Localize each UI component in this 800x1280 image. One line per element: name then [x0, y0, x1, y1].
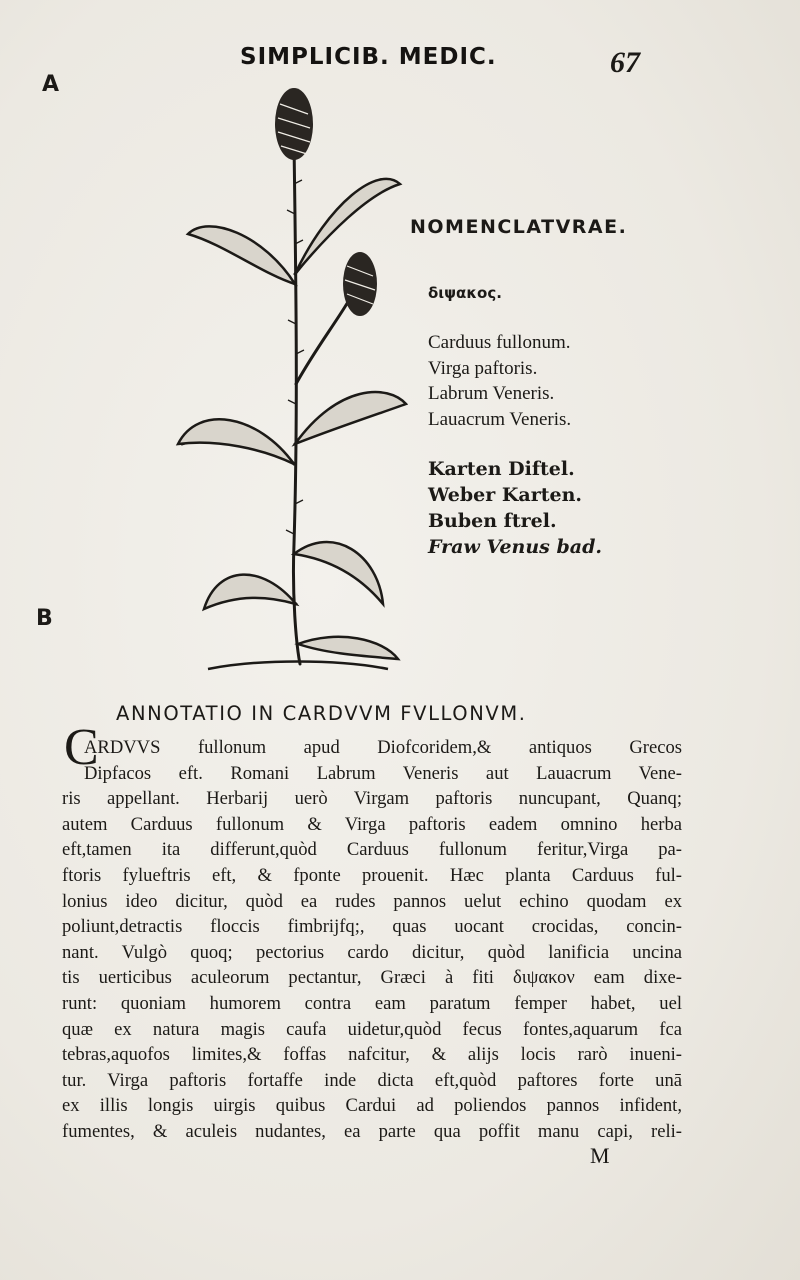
latin-names-list: [428, 330, 571, 432]
drop-capital: C: [64, 719, 99, 776]
running-title: SIMPLICIB. MEDIC.: [240, 44, 497, 70]
text-line: ARDVVS fullonum apud Diofcoridem,& antiquos Grecos: [84, 737, 682, 758]
margin-mark-b: B: [36, 606, 53, 631]
teasel-woodcut-illustration: [168, 84, 408, 674]
text-line: runt: quoniam humorem contra eam paratum femper habet, uel: [62, 992, 682, 1014]
text-line: fumentes, & aculeis nudantes, ea parte qua poffit manu capi, reli-: [62, 1120, 682, 1142]
text-line: Dipfacos eft. Romani Labrum Veneris aut Lauacrum Vene-: [84, 762, 682, 784]
annotation-body: [62, 735, 682, 1145]
annotation-heading: ANNOTATIO IN CARDVVM FVLLONVM.: [116, 702, 527, 725]
text-line: ex illis longis uirgis quibus Cardui ad poliendos pannos infident,: [62, 1095, 682, 1117]
german-name: Weber Karten.: [428, 484, 583, 506]
text-line: tis uerticibus aculeorum pectantur, Græci à fiti διψακον eam dixe-: [62, 967, 682, 989]
page-number: 67: [610, 46, 640, 79]
latin-name: Lauacrum Veneris.: [428, 408, 572, 430]
text-line: eft,tamen ita differunt,quòd Carduus fullonum feritur,Virga pa-: [62, 839, 682, 861]
text-line: quæ ex natura magis caufa uidetur,quòd fecus fontes,aquarum fca: [62, 1018, 682, 1040]
text-line: ftoris fylueftris eft, & fponte prouenit. Hæc planta Carduus ful-: [62, 864, 682, 886]
text-line: nant. Vulgò quoq; pectorius cardo dicitur, quòd lanificia uncina: [62, 941, 682, 963]
margin-mark-a: A: [42, 72, 60, 97]
latin-name: Labrum Veneris.: [428, 383, 555, 404]
nomenclature-heading: NOMENCLATVRAE.: [410, 216, 628, 238]
greek-name: διψακος.: [428, 284, 502, 302]
text-line: tur. Virga paftoris fortaffe inde dicta eft,quòd paftores forte unā: [62, 1069, 682, 1091]
text-line: tebras,aquofos limites,& foffas nafcitur, & alijs locis rarò inueni-: [62, 1044, 682, 1066]
latin-name: Carduus fullonum.: [428, 332, 571, 353]
text-line: lonius ideo dicitur, quòd ea rudes pannos uelut echino quodam ex: [62, 890, 682, 912]
text-line: ris appellant. Herbarij uerò Virgam paftoris nuncupant, Quanq;: [62, 788, 682, 810]
text-line: poliunt,detractis floccis fimbrijfq;, quas uocant crocidas, concin-: [62, 916, 682, 938]
text-line: autem Carduus fullonum & Virga paftoris eadem omnino herba: [62, 813, 682, 835]
german-name: Fraw Venus bad.: [428, 536, 602, 558]
latin-name: Virga paftoris.: [428, 357, 538, 379]
german-name: Buben ftrel.: [428, 510, 557, 532]
german-names-list: [428, 456, 602, 560]
catchword: M: [590, 1143, 610, 1168]
german-name: Karten Diftel.: [428, 458, 575, 480]
